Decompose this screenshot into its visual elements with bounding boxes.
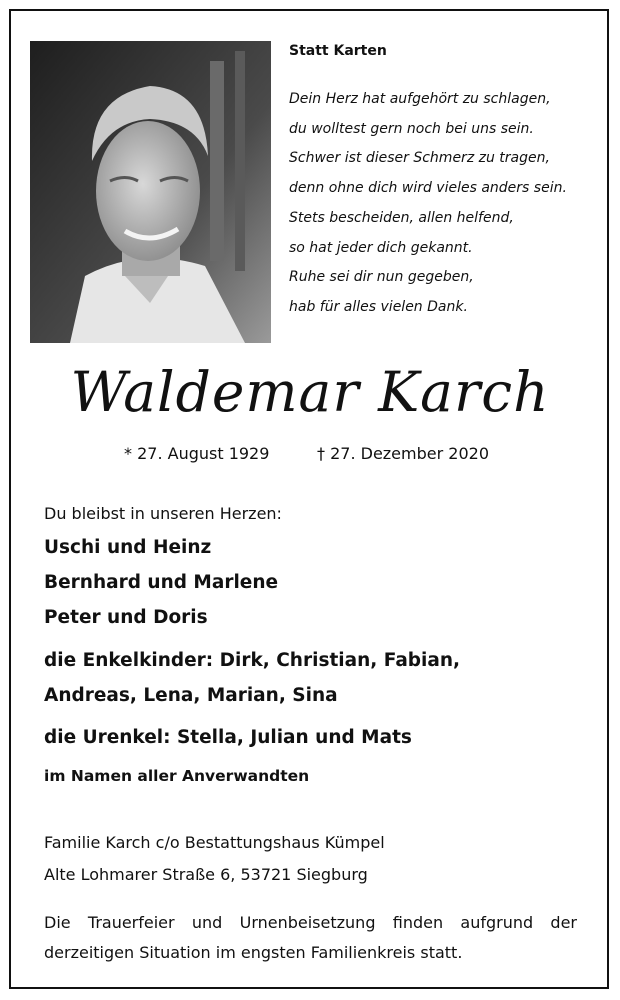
family-line: Uschi und Heinz	[44, 537, 212, 558]
poem-line: Stets bescheiden, allen helfend,	[289, 209, 514, 226]
poem	[289, 85, 567, 323]
grandchildren-line: Andreas, Lena, Marian, Sina	[44, 685, 338, 706]
poem-line: Schwer ist dieser Schmerz zu tragen,	[289, 150, 550, 167]
poem-line: Ruhe sei dir nun gegeben,	[289, 269, 474, 286]
relatives-line: im Namen aller Anverwandten	[44, 767, 310, 785]
portrait-image	[30, 41, 271, 343]
poem-line: denn ohne dich wird vieles anders sein.	[289, 180, 567, 197]
poem-line: so hat jeder dich gekannt.	[289, 239, 473, 256]
birth-date: * 27. August 1929	[124, 444, 270, 463]
family-line: Bernhard und Marlene	[44, 572, 279, 593]
portrait-photo	[30, 41, 271, 343]
poem-line: du wolltest gern noch bei uns sein.	[289, 120, 534, 137]
address-line-1: Familie Karch c/o Bestattungshaus Kümpel	[44, 833, 385, 852]
mourners-intro: Du bleibst in unseren Herzen:	[44, 504, 282, 523]
death-date: † 27. Dezember 2020	[317, 444, 489, 463]
poem-line: hab für alles vielen Dank.	[289, 298, 468, 315]
address-line-2: Alte Lohmarer Straße 6, 53721 Siegburg	[44, 865, 368, 884]
family-line: Peter und Doris	[44, 607, 208, 628]
statt-karten-heading: Statt Karten	[289, 43, 387, 59]
poem-line: Dein Herz hat aufgehört zu schlagen,	[289, 91, 551, 107]
deceased-name: Waldemar Karch	[70, 360, 550, 424]
ceremony-notice: Die Trauerfeier und Urnenbeisetzung finden aufgrund der derzeitigen Situation im engsten Familienkreis statt.	[44, 913, 577, 962]
grandchildren-line: die Enkelkinder: Dirk, Christian, Fabian,	[44, 650, 461, 671]
great-grandchildren-line: die Urenkel: Stella, Julian und Mats	[44, 727, 412, 748]
